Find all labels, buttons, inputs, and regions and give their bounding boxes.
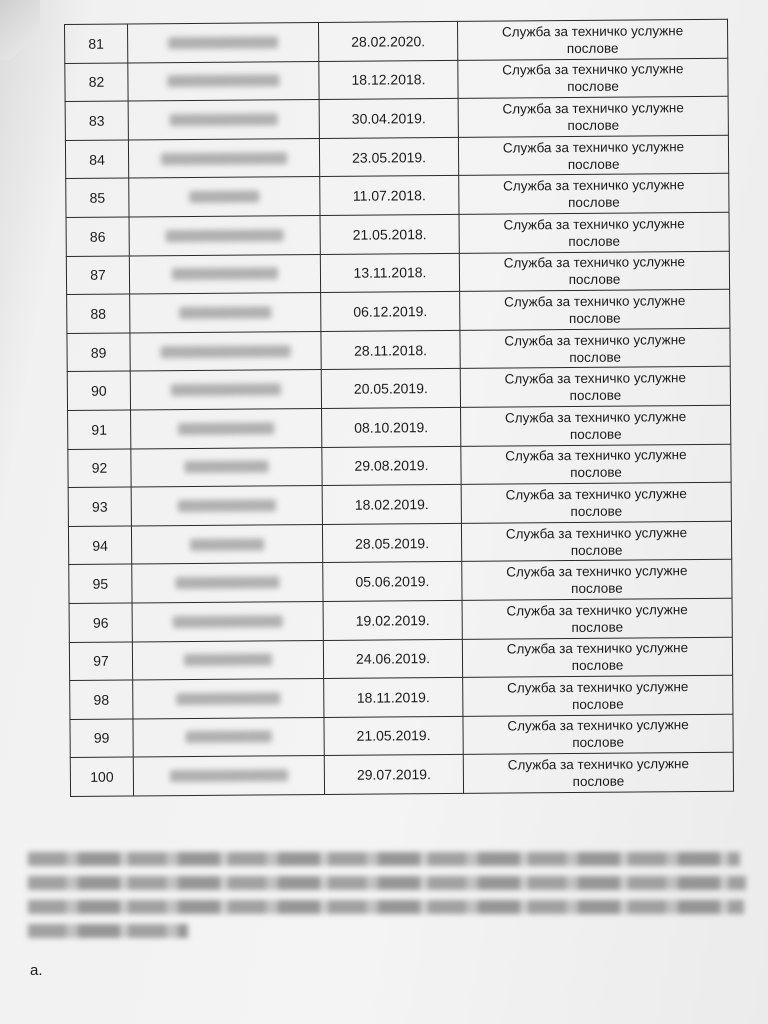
row-service [461, 482, 731, 523]
row-service [463, 714, 733, 755]
service-line-1: Служба за техничко услужне [505, 447, 687, 464]
row-date: 23.05.2019. [319, 137, 458, 177]
row-date: 28.02.2020. [318, 21, 457, 61]
row-service [457, 19, 727, 60]
redacted-name-cell [128, 100, 319, 140]
row-service [458, 135, 728, 176]
redacted-name [166, 229, 284, 242]
service-line-1: Служба за техничко услужне [506, 601, 688, 619]
row-service [462, 560, 732, 601]
row-date: 08.10.2019. [322, 407, 461, 447]
row-number: 99 [70, 719, 133, 758]
service-line-2: послове [570, 464, 622, 481]
redacted-line [28, 900, 744, 914]
redacted-name [179, 306, 271, 319]
service-line-2: послове [571, 619, 624, 635]
redacted-name [184, 461, 268, 474]
service-line-2: послове [568, 310, 621, 326]
redacted-name-cell [133, 679, 324, 719]
redacted-name-cell [129, 254, 320, 294]
redacted-name-cell [132, 640, 323, 680]
row-service [461, 405, 731, 446]
row-number: 88 [67, 294, 130, 333]
records-table-body [65, 19, 734, 796]
row-number: 96 [69, 603, 132, 642]
redacted-name [170, 769, 288, 782]
row-date: 29.07.2019. [324, 755, 463, 795]
redacted-name [175, 576, 279, 589]
redacted-name [178, 499, 276, 512]
page-fold [0, 0, 40, 60]
redacted-name-cell [132, 601, 323, 641]
redacted-paragraph [28, 852, 748, 947]
row-date: 18.11.2019. [324, 677, 463, 717]
row-date: 30.04.2019. [319, 99, 458, 139]
row-service [462, 598, 732, 639]
table-row [65, 19, 728, 63]
service-line-1: Служба за техничко услужне [504, 370, 687, 387]
row-date: 18.02.2019. [322, 485, 461, 525]
service-line-1: Служба за техничко услужне [506, 563, 688, 580]
row-service [460, 289, 730, 330]
service-line-2: послове [570, 542, 623, 558]
service-line-2: послове [567, 117, 620, 134]
redacted-name [161, 152, 287, 165]
row-number: 91 [68, 410, 131, 449]
table-row [65, 58, 728, 102]
table-row [68, 521, 731, 565]
service-line-1: Служба за техничко услужне [504, 331, 686, 349]
row-service [459, 251, 729, 292]
service-line-1: Служба за техничко услужне [505, 524, 688, 542]
redacted-name [167, 75, 279, 88]
row-date: 21.05.2019. [324, 716, 463, 756]
table-row [70, 675, 733, 719]
row-number: 90 [67, 371, 130, 410]
service-line-1: Служба за техничко услужне [505, 486, 687, 503]
service-line-2: послове [571, 657, 624, 674]
redacted-name-cell [131, 408, 322, 448]
redacted-line [28, 876, 746, 890]
row-date: 13.11.2018. [320, 253, 459, 293]
row-service [461, 444, 731, 485]
row-number: 100 [70, 757, 133, 796]
table-row [65, 135, 728, 179]
redacted-name-cell [130, 370, 321, 410]
redacted-name [170, 113, 278, 126]
row-service [461, 521, 731, 562]
table-row [67, 289, 730, 333]
table-row [65, 96, 728, 140]
row-number: 98 [70, 680, 133, 719]
row-number: 94 [68, 526, 131, 565]
redacted-name-cell [129, 215, 320, 255]
row-service [460, 367, 730, 408]
row-date: 06.12.2019. [321, 292, 460, 332]
service-line-2: послове [572, 773, 625, 790]
row-number: 82 [65, 63, 128, 102]
service-line-1: Служба за техничко услужне [503, 215, 685, 233]
service-line-2: послове [569, 349, 622, 365]
redacted-name-cell [128, 23, 319, 63]
redacted-name [189, 191, 259, 204]
service-line-1: Служба за техничко услужне [502, 61, 684, 78]
records-table [64, 19, 734, 797]
redacted-name-cell [133, 756, 324, 796]
service-line-2: послове [567, 156, 620, 172]
table-row [68, 444, 731, 488]
service-line-2: послове [566, 40, 619, 56]
redacted-name-cell [130, 293, 321, 333]
redacted-name-cell [132, 563, 323, 603]
row-number: 93 [68, 487, 131, 526]
redacted-name [178, 422, 274, 435]
table-row [70, 714, 733, 758]
redacted-name-cell [131, 486, 322, 526]
table-row [67, 367, 730, 411]
service-line-1: Служба за техничко услужне [506, 640, 689, 657]
row-service [459, 212, 729, 253]
row-service [460, 328, 730, 369]
service-line-1: Служба за техничко услужне [502, 100, 684, 117]
redacted-name-cell [131, 447, 322, 487]
table-row [69, 598, 732, 642]
service-line-2: послове [568, 194, 620, 211]
row-service [463, 675, 733, 716]
row-service [459, 174, 729, 215]
redacted-line [28, 924, 188, 938]
row-date: 05.06.2019. [323, 562, 462, 602]
redacted-name-cell [128, 138, 319, 178]
table-row [69, 560, 732, 604]
redacted-name [190, 538, 264, 551]
row-number: 92 [68, 449, 131, 488]
service-line-1: Служба за техничко услужне [504, 408, 687, 426]
redacted-line [28, 852, 740, 866]
row-number: 89 [67, 333, 130, 372]
service-line-2: послове [569, 387, 622, 404]
row-number: 84 [65, 140, 128, 179]
row-date: 29.08.2019. [322, 446, 461, 486]
row-date: 21.05.2018. [320, 214, 459, 254]
row-date: 11.07.2018. [320, 176, 459, 216]
row-service [458, 58, 728, 99]
table-row [68, 482, 731, 526]
redacted-name [171, 383, 281, 396]
redacted-name [168, 36, 278, 49]
service-line-1: Служба за техничко услужне [507, 717, 689, 735]
table-row [66, 174, 729, 218]
service-line-1: Служба за техничко услужне [507, 679, 689, 696]
redacted-name-cell [133, 717, 324, 757]
service-line-2: послове [569, 426, 622, 442]
footer-letter: а. [30, 962, 43, 979]
row-number: 87 [66, 256, 129, 295]
service-line-1: Служба за техничко услужне [507, 756, 690, 773]
service-line-1: Служба за техничко услужне [501, 22, 684, 40]
redacted-name-cell [128, 61, 319, 101]
row-date: 28.05.2019. [322, 523, 461, 563]
service-line-1: Служба за техничко услужне [503, 293, 686, 310]
service-line-1: Служба за техничко услужне [503, 177, 685, 194]
redacted-name-cell [129, 177, 320, 217]
row-date: 28.11.2018. [321, 330, 460, 370]
row-date: 19.02.2019. [323, 600, 462, 640]
redacted-name-cell [130, 331, 321, 371]
table-row [68, 405, 731, 449]
redacted-name [161, 345, 291, 358]
service-line-2: послове [567, 79, 619, 95]
row-date: 20.05.2019. [321, 369, 460, 409]
row-number: 95 [69, 564, 132, 603]
row-number: 81 [65, 24, 128, 63]
row-number: 86 [66, 217, 129, 256]
service-line-2: послове [568, 233, 621, 249]
service-line-1: Служба за техничко услужне [503, 254, 686, 271]
service-line-2: послове [571, 696, 624, 712]
redacted-name [184, 654, 272, 667]
table-row [67, 328, 730, 372]
service-line-1: Служба за техничко услужне [502, 138, 685, 156]
row-number: 83 [65, 101, 128, 140]
row-date: 18.12.2018. [319, 60, 458, 100]
service-line-2: послове [571, 580, 623, 597]
row-service [463, 753, 733, 794]
table-row [69, 637, 732, 681]
row-number: 97 [69, 641, 132, 680]
table-row [66, 251, 729, 295]
row-service [462, 637, 732, 678]
service-line-2: послове [570, 503, 623, 519]
redacted-name [172, 268, 278, 281]
redacted-name-cell [131, 524, 322, 564]
row-date: 24.06.2019. [323, 639, 462, 679]
redacted-name [176, 692, 280, 705]
service-line-2: послове [572, 735, 625, 751]
table-row [66, 212, 729, 256]
table-row [70, 753, 733, 797]
redacted-name [186, 731, 272, 744]
row-number: 85 [66, 178, 129, 217]
row-service [458, 96, 728, 137]
redacted-name [173, 615, 283, 628]
service-line-2: послове [568, 271, 621, 288]
